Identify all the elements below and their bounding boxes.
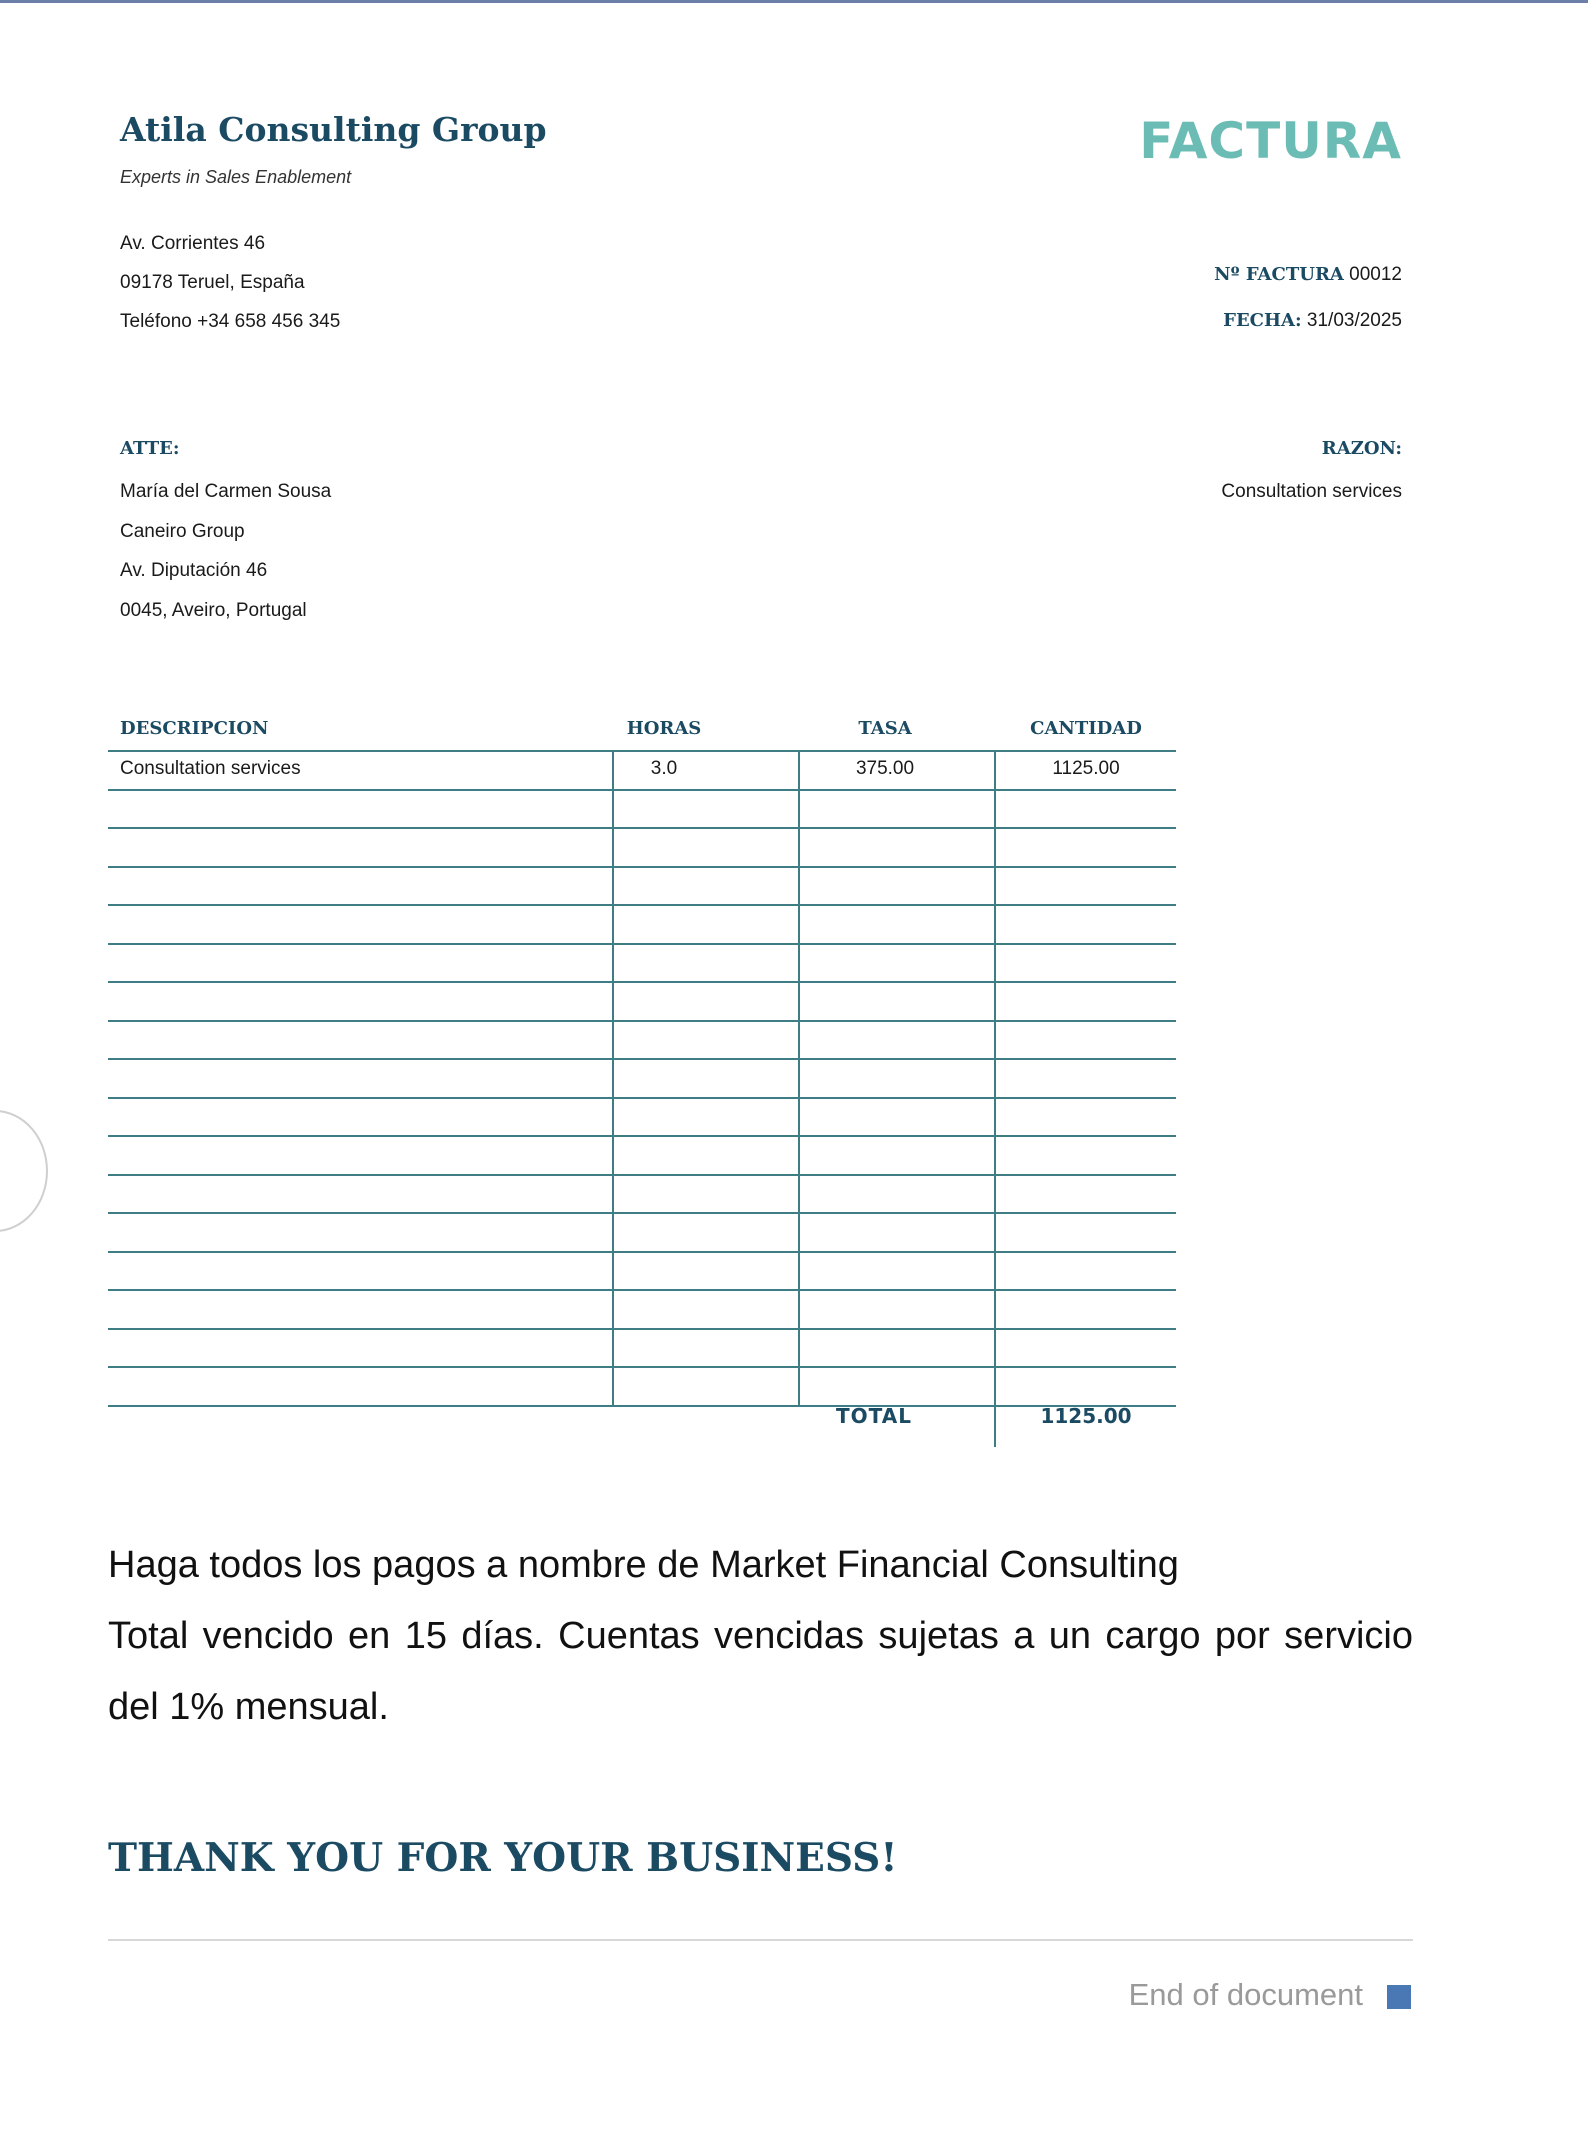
payment-note-line2: Total vencido en 15 días. Cuentas vencidas sujetas a un cargo por servicio del 1% mensual. [108,1615,1413,1728]
column-header-hours: HORAS [626,718,702,739]
row1-amount: 1125.00 [1052,758,1120,779]
table-rule [108,1366,1176,1368]
side-scroll-handle[interactable] [0,1110,48,1232]
table-rule [108,789,1176,791]
line-items-table [108,712,1176,1447]
table-rule [108,1135,1176,1137]
sender-address-line2: 09178 Teruel, España [120,272,305,293]
top-border [0,0,1588,3]
column-header-description: DESCRIPCION [120,718,269,739]
row1-rate: 375.00 [855,758,915,779]
recipient-label: ATTE: [120,438,180,459]
sender-address-line1: Av. Corrientes 46 [120,233,266,254]
invoice-number-row [1214,252,1402,298]
recipient-address: Av. Diputación 46 [120,560,268,581]
invoice-date-label: FECHA: [1223,310,1302,331]
recipient-block [120,472,331,630]
end-of-document-text: End of document [1128,1977,1363,2012]
table-column-divider [994,750,996,1447]
table-rule [108,1058,1176,1060]
payment-note-line1: Haga todos los pagos a nombre de Market Financial Consulting [108,1544,1179,1586]
table-rule [108,866,1176,868]
footer-divider [108,1939,1413,1941]
invoice-date-row [1214,298,1402,344]
total-value: 1125.00 [1040,1404,1132,1428]
table-rule [108,981,1176,983]
table-rule [108,827,1176,829]
recipient-name: María del Carmen Sousa [120,481,332,502]
row1-hours: 3.0 [650,758,678,779]
table-rule [108,1328,1176,1330]
recipient-company: Caneiro Group [120,520,245,542]
invoice-date: 31/03/2025 [1306,310,1402,331]
closing-message: THANK YOU FOR YOUR BUSINESS! [108,1835,898,1881]
column-header-rate: TASA [858,718,912,739]
table-rule [108,750,1176,752]
table-rule [108,1289,1176,1291]
invoice-meta [1214,252,1402,344]
table-rule [108,1174,1176,1176]
document-title: FACTURA [1139,112,1402,170]
table-rule [108,1020,1176,1022]
table-rule [108,1097,1176,1099]
table-rule [108,1212,1176,1214]
total-label: TOTAL [836,1404,912,1428]
recipient-city: 0045, Aveiro, Portugal [120,599,307,621]
payment-notes [108,1530,1413,1743]
end-marker-icon [1387,1985,1411,2009]
row1-description: Consultation services [120,758,301,779]
sender-address [120,224,340,341]
table-rule [108,904,1176,906]
table-rule [108,943,1176,945]
company-tagline: Experts in Sales Enablement [120,167,352,187]
company-name: Atila Consulting Group [120,110,547,149]
sender-phone: Teléfono +34 658 456 345 [120,311,341,332]
table-rule [108,1251,1176,1253]
table-column-divider [612,750,614,1407]
invoice-number: 00012 [1349,264,1402,285]
column-header-amount: CANTIDAD [1030,718,1142,739]
table-column-divider [798,750,800,1407]
invoice-number-label: Nº FACTURA [1214,264,1344,285]
reason-label: RAZON: [1321,438,1402,459]
reason-value: Consultation services [1221,481,1402,502]
